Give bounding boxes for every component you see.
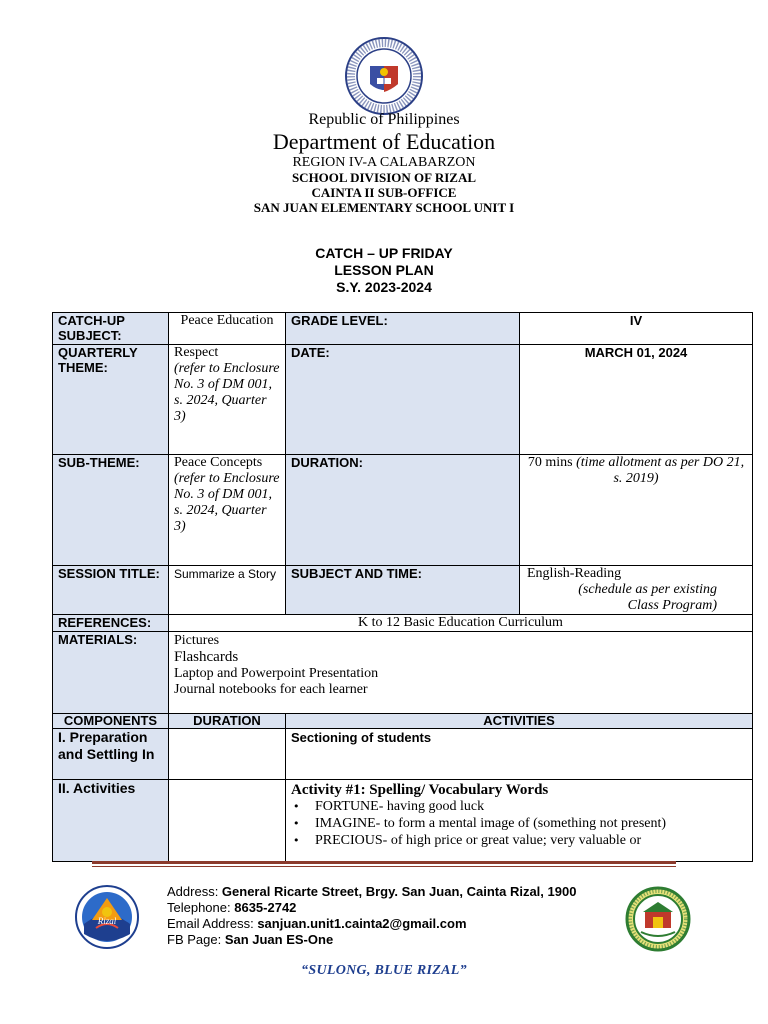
subject-time-cell <box>520 566 753 615</box>
references-value: K to 12 Basic Education Curriculum <box>169 615 753 632</box>
activity-cell <box>286 780 753 862</box>
theme-cell <box>169 345 286 455</box>
theme-value: Respect <box>174 345 219 360</box>
subject-label: CATCH-UP SUBJECT: <box>53 313 169 345</box>
footer-email: Email Address: sanjuan.unit1.cainta2@gmail.com <box>167 916 467 931</box>
deped-seal-icon <box>344 36 424 116</box>
fb-page-value: San Juan ES-One <box>224 932 334 947</box>
date-label: DATE: <box>286 345 520 455</box>
table-row <box>53 345 753 455</box>
header-sub-office: CAINTA II SUB-OFFICE <box>311 185 457 200</box>
grade-label: GRADE LEVEL: <box>286 313 520 345</box>
telephone-value: 8635-2742 <box>234 900 297 915</box>
email-value: sanjuan.unit1.cainta2@gmail.com <box>257 916 467 931</box>
materials-cell <box>169 632 753 714</box>
material-item: Pictures <box>174 633 220 648</box>
theme-label: QUARTERLY THEME: <box>53 345 169 455</box>
title-lesson-plan: LESSON PLAN <box>334 262 434 278</box>
component-activities: II. Activities <box>53 780 169 862</box>
material-item: Laptop and Powerpoint Presentation <box>174 666 379 681</box>
duration-cell <box>520 455 753 566</box>
duration-activities <box>169 780 286 862</box>
subtheme-value: Peace Concepts <box>174 455 263 470</box>
footer-motto: “SULONG, BLUE RIZAL” <box>301 963 467 978</box>
footer-divider <box>92 861 676 864</box>
subtheme-label: SUB-THEME: <box>53 455 169 566</box>
subject-time-label: SUBJECT AND TIME: <box>286 566 520 615</box>
header-region: REGION IV-A CALABARZON <box>292 155 476 170</box>
component-preparation: I. Preparation and Settling In <box>53 729 169 780</box>
duration-label: DURATION: <box>286 455 520 566</box>
subject-time-note: (schedule as per existing Class Program) <box>578 582 717 613</box>
materials-label: MATERIALS: <box>53 632 169 714</box>
subject-time-value: English-Reading <box>527 566 622 581</box>
activity-title: Activity #1: Spelling/ Vocabulary Words <box>291 782 549 798</box>
rizal-division-logo-icon <box>74 884 140 950</box>
theme-note: (refer to Enclosure No. 3 of DM 001, s. 2024, Quarter 3) <box>174 361 280 424</box>
table-row <box>53 313 753 345</box>
lesson-plan-table <box>52 312 753 862</box>
grade-value: IV <box>520 313 753 345</box>
col-header-activities: ACTIVITIES <box>286 714 753 729</box>
school-seal-icon <box>625 886 691 952</box>
header-republic: Republic of Philippines <box>308 111 460 128</box>
references-label: REFERENCES: <box>53 615 169 632</box>
subject-value: Peace Education <box>169 313 286 345</box>
list-item: • FORTUNE- having good luck <box>315 799 744 815</box>
table-row <box>53 729 753 780</box>
table-row <box>53 780 753 862</box>
footer-fb-page: FB Page: San Juan ES-One <box>167 932 334 947</box>
activity-preparation: Sectioning of students <box>286 729 753 780</box>
duration-value: 70 mins <box>527 455 573 470</box>
col-header-duration: DURATION <box>169 714 286 729</box>
header-division: SCHOOL DIVISION OF RIZAL <box>291 170 477 185</box>
col-header-components: COMPONENTS <box>53 714 169 729</box>
material-item: Journal notebooks for each learner <box>174 682 368 697</box>
footer-divider-thin <box>92 866 676 867</box>
subtheme-note: (refer to Enclosure No. 3 of DM 001, s. 2024, Quarter 3) <box>174 471 280 534</box>
table-row <box>53 615 753 632</box>
table-row <box>53 566 753 615</box>
header-school: SAN JUAN ELEMENTARY SCHOOL UNIT I <box>253 200 515 215</box>
date-value: MARCH 01, 2024 <box>520 345 753 455</box>
duration-preparation <box>169 729 286 780</box>
footer-address: Address: General Ricarte Street, Brgy. San Juan, Cainta Rizal, 1900 <box>167 884 577 899</box>
header-department: Department of Education <box>272 129 496 154</box>
footer-telephone: Telephone: 8635-2742 <box>167 900 297 915</box>
title-catch-up: CATCH – UP FRIDAY <box>315 245 453 261</box>
address-value: General Ricarte Street, Brgy. San Juan, Cainta Rizal, 1900 <box>221 884 577 899</box>
session-value: Summarize a Story <box>169 566 286 615</box>
table-row <box>53 632 753 714</box>
vocabulary-list <box>291 799 744 849</box>
material-item: Flashcards <box>174 649 239 665</box>
table-row <box>53 455 753 566</box>
duration-note: (time allotment as per DO 21, s. 2019) <box>576 455 745 486</box>
list-item: • IMAGINE- to form a mental image of (something not present) <box>315 816 744 832</box>
table-row <box>53 714 753 729</box>
session-label: SESSION TITLE: <box>53 566 169 615</box>
title-school-year: S.Y. 2023-2024 <box>336 279 432 295</box>
rizal-logo-text: Rizal <box>97 916 117 926</box>
subtheme-cell <box>169 455 286 566</box>
list-item: • PRECIOUS- of high price or great value; very valuable or <box>315 833 744 849</box>
